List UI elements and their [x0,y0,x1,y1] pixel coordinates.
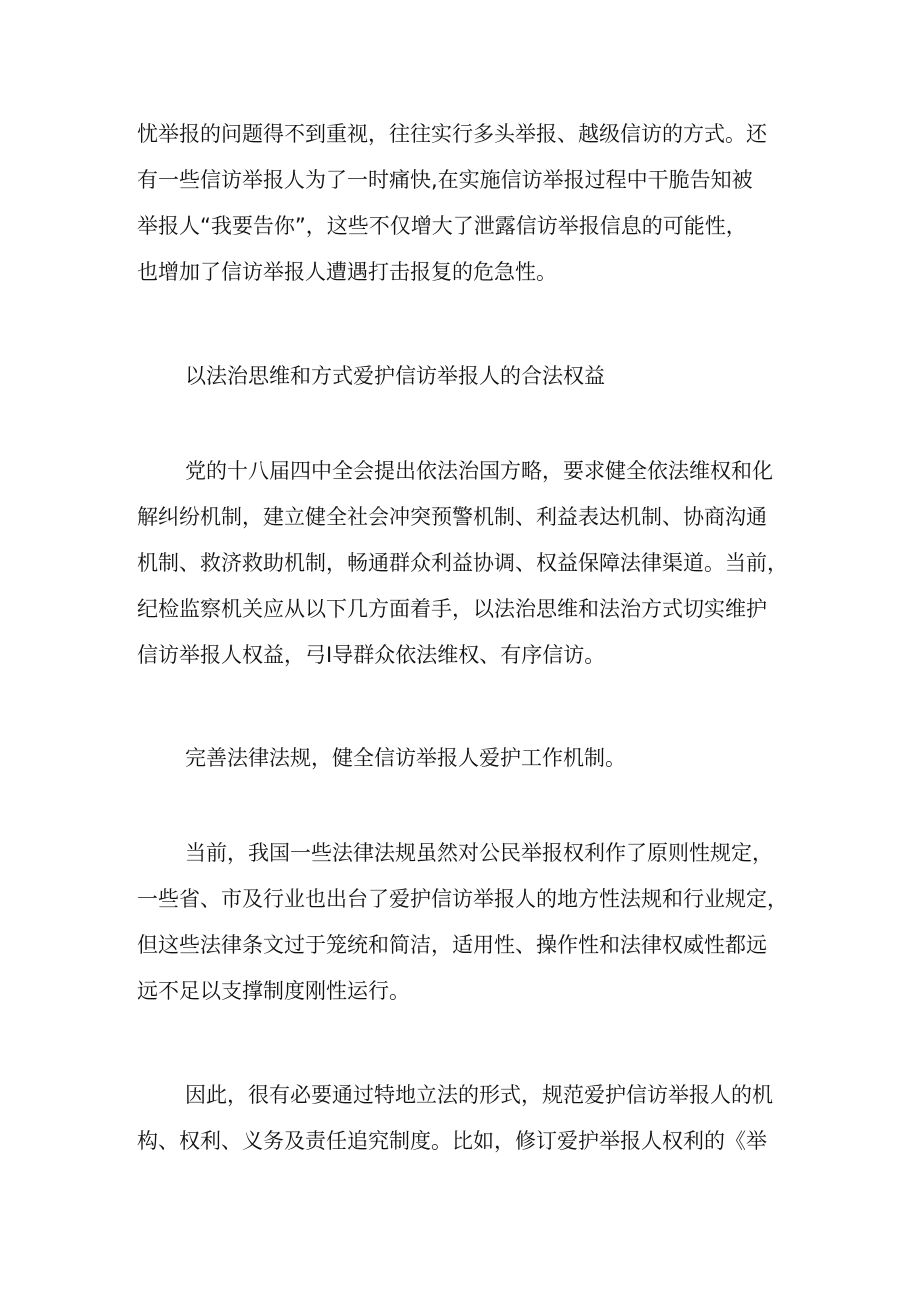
paragraph-2-line-2: 解纠纷机制，建立健全社会冲突预警机制、利益表达机制、协商沟通 [137,505,767,529]
paragraph-2-line-1: 党的十八届四中全会提出依法治国方略，要求健全依法维权和化 [185,459,773,483]
paragraph-3-line-2: 一些省、市及行业也出台了爱护信访举报人的地方性法规和行业规定， [137,887,788,911]
paragraph-1-line-4: 也增加了信访举报人遭遇打击报复的危急性。 [137,260,557,284]
paragraph-3-line-4: 远不足以支撑制度刚性运行。 [137,979,410,1003]
paragraph-1-line-1: 忧举报的问题得不到重视，往往实行多头举报、越级信访的方式。还 [137,122,767,146]
paragraph-2-line-5: 信访举报人权益，弓I导群众依法维权、有序信访。 [137,643,606,667]
paragraph-4 [137,1072,773,1164]
paragraph-3-line-1: 当前，我国一些法律法规虽然对公民举报权利作了原则性规定， [185,841,773,865]
section-heading-1: 以法治思维和方式爱护信访举报人的合法权益 [185,364,605,388]
paragraph-2-line-4: 纪检监察机关应从以下几方面着手，以法治思维和法治方式切实维护 [137,597,767,621]
paragraph-1-line-2: 有一些信访举报人为了一时痛快,在实施信访举报过程中干脆告知被 [137,168,753,192]
section-heading-2: 完善法律法规，健全信访举报人爱护工作机制。 [185,746,626,770]
paragraph-1-line-3: 举报人“我要告你”，这些不仅增大了泄露信访举报信息的可能性， [137,214,747,238]
paragraph-4-line-1: 因此，很有必要通过特地立法的形式，规范爱护信访举报人的机 [185,1083,773,1107]
paragraph-4-line-2: 构、权利、义务及责任追究制度。比如，修订爱护举报人权利的《举 [137,1129,767,1153]
paragraph-3 [137,830,788,1014]
paragraph-3-line-3: 但这些法律条文过于笼统和简洁，适用性、操作性和法律权威性都远 [137,933,767,957]
paragraph-1 [137,111,767,295]
paragraph-2-line-3: 机制、救济救助机制，畅通群众利益协调、权益保障法律渠道。当前， [137,551,788,575]
paragraph-2 [137,448,788,678]
